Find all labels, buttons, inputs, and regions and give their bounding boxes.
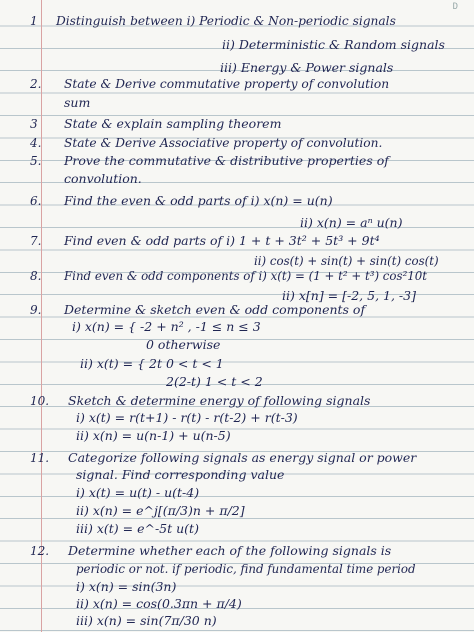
question-6-line-2: ii) x(n) = aⁿ u(n) [300, 215, 403, 230]
question-11-line-3: i) x(t) = u(t) - u(t-4) [76, 485, 200, 500]
question-9-line-2: i) x(n) = { -2 + n² , -1 ≤ n ≤ 3 [72, 319, 261, 334]
question-number: 4. [30, 136, 42, 150]
question-11-line-5: iii) x(t) = e^-5t u(t) [76, 521, 199, 536]
question-7-line-1: Find even & odd parts of i) 1 + t + 3t² + 5t³ + 9t⁴ [64, 233, 380, 248]
question-12-line-2: periodic or not. if periodic, find fundamental time period [76, 562, 416, 576]
question-4-line-1: State & Derive Associative property of convolution. [64, 136, 383, 150]
question-9-line-5: 2(2-t) 1 < t < 2 [166, 374, 263, 389]
question-12-line-1: Determine whether each of the following signals is [68, 543, 392, 558]
question-number: 3 [30, 117, 38, 131]
question-10-line-3: ii) x(n) = u(n-1) + u(n-5) [76, 428, 231, 443]
question-12-line-5: iii) x(n) = sin(7π/30 n) [76, 613, 217, 628]
question-11-line-2: signal. Find corresponding value [76, 467, 285, 482]
question-number: 7. [30, 234, 42, 248]
question-number: 1 [30, 14, 38, 28]
question-12-line-3: i) x(n) = sin(3n) [76, 579, 177, 594]
question-9-line-1: Determine & sketch even & odd components of [64, 302, 366, 317]
question-7-line-2: ii) cos(t) + sin(t) + sin(t) cos(t) [254, 254, 439, 268]
question-1-line-1: Distinguish between i) Periodic & Non-periodic signals [56, 14, 396, 28]
question-number: 11. [30, 451, 50, 465]
question-number: 5. [30, 154, 42, 168]
question-6-line-1: Find the even & odd parts of i) x(n) = u(n) [64, 193, 333, 208]
question-5-line-1: Prove the commutative & distributive properties of [64, 153, 389, 168]
question-9-line-3: 0 otherwise [146, 337, 221, 352]
question-2-line-2: sum [64, 95, 91, 110]
question-2-line-1: State & Derive commutative property of convolution [64, 77, 390, 91]
question-9-line-4: ii) x(t) = { 2t 0 < t < 1 [80, 356, 224, 371]
question-8-line-2: ii) x[n] = [-2, 5, 1, -3] [282, 288, 416, 303]
question-5-line-2: convolution. [64, 171, 142, 186]
question-number: 12. [30, 544, 50, 558]
question-8-line-1: Find even & odd components of i) x(t) = (1 + t² + t³) cos²10t [64, 269, 428, 283]
question-number: 9. [30, 303, 42, 317]
question-number: 10. [30, 394, 50, 408]
question-11-line-1: Categorize following signals as energy signal or power [68, 450, 417, 465]
question-12-line-4: ii) x(n) = cos(0.3πn + π/4) [76, 596, 242, 611]
question-1-line-2: ii) Deterministic & Random signals [222, 37, 445, 52]
question-10-line-1: Sketch & determine energy of following signals [68, 393, 371, 408]
question-11-line-4: ii) x(n) = e^j[(π/3)n + π/2] [76, 503, 245, 518]
corner-mark: D [452, 2, 458, 12]
question-number: 8. [30, 269, 42, 283]
question-3-line-1: State & explain sampling theorem [64, 116, 282, 131]
question-1-line-3: iii) Energy & Power signals [220, 60, 394, 75]
question-number: 2. [30, 77, 42, 91]
question-number: 6. [30, 194, 42, 208]
question-10-line-2: i) x(t) = r(t+1) - r(t) - r(t-2) + r(t-3) [76, 410, 298, 425]
